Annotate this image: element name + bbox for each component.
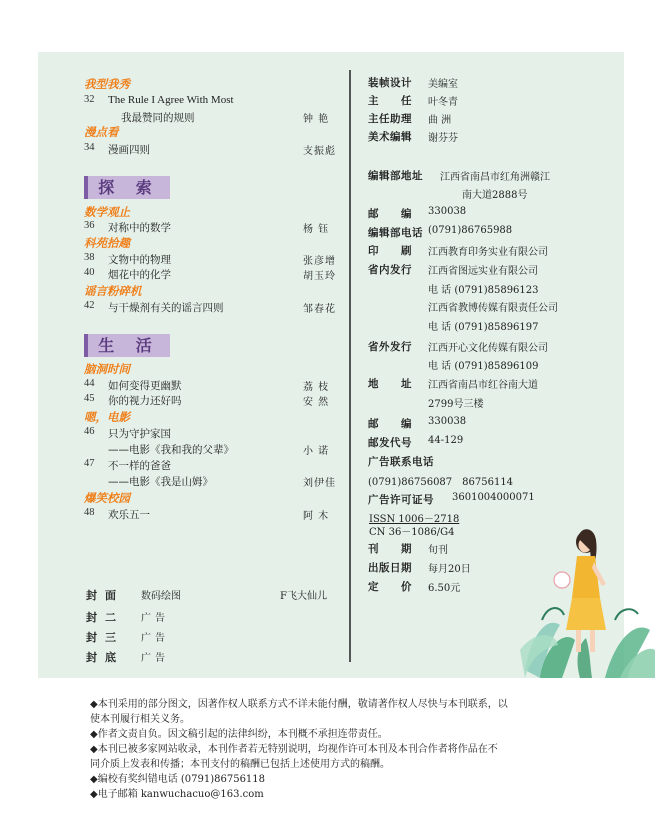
item-author: 荔 枝 <box>303 382 330 393</box>
notice-line: ◆作者文责自负。因文稿引起的法律纠纷，本刊概不承担连带责任。 <box>90 729 388 740</box>
item-title[interactable]: 漫画四则 <box>108 144 150 156</box>
assistant-label: 主任助理 <box>368 113 412 125</box>
item-author: 胡玉玲 <box>303 271 336 282</box>
distribution-value: 江西省图远实业有限公司 <box>428 266 538 277</box>
cover-value: 广告 <box>141 633 169 644</box>
cover-value: 数码绘图 <box>141 591 181 602</box>
art-label: 美术编辑 <box>368 131 412 143</box>
notice-line: ◆本刊采用的部分图文，因著作权人联系方式不详未能付酬，敬请著作权人尽快与本刊联系，以 <box>90 699 508 710</box>
item-number: 38 <box>84 252 95 263</box>
address-label: 编辑部地址 <box>368 170 423 182</box>
category-jidong: 脑洞时间 <box>84 362 130 376</box>
notice-line: 同介质上发表和传播；本刊支付的稿酬已包括上述使用方式的稿酬。 <box>90 759 390 770</box>
issn: ISSN 1006－2718 <box>369 514 460 525</box>
notice-line: 使本刊履行相关义务。 <box>90 714 190 725</box>
notice-line: ◆编校有奖纠错电话 (0791)86756118 <box>90 774 266 785</box>
assistant-value: 曲 洲 <box>428 115 452 126</box>
date-value: 每月20日 <box>428 564 471 575</box>
category-manhua: 漫点看 <box>84 125 119 139</box>
cover-value: 广告 <box>141 613 169 624</box>
item-title[interactable]: 我最赞同的规则 <box>121 112 195 124</box>
postcode2-label: 邮 编 <box>368 418 412 430</box>
design-label: 装帧设计 <box>368 77 412 89</box>
notice-line: ◆本刊已被多家网站收录，本刊作者若无特别说明，均视作许可本刊及本刊合作者将作品在不 <box>90 744 498 755</box>
distribution-phone: 电 话 (0791)85896123 <box>428 285 539 296</box>
item-number: 47 <box>84 458 95 469</box>
ad-contact-label: 广告联系电话 <box>368 456 434 468</box>
item-author: 杨 钰 <box>303 224 330 235</box>
cover-label: 封二 <box>86 611 124 624</box>
cn-number: CN 36－1086/G4 <box>369 527 455 538</box>
category-woxing: 我型我秀 <box>84 77 130 91</box>
section-header-explore: 探 索 <box>84 176 170 199</box>
price-value: 6.50元 <box>428 583 461 594</box>
item-number: 42 <box>84 300 95 311</box>
item-title[interactable]: 与干燥剂有关的谣言四则 <box>108 302 224 314</box>
item-number: 32 <box>84 94 95 105</box>
cover-value: 广告 <box>141 653 169 664</box>
item-author: 钟 艳 <box>303 114 330 125</box>
art-value: 谢芬芬 <box>428 133 458 144</box>
cover-label: 封面 <box>86 589 124 602</box>
item-number: 36 <box>84 220 95 231</box>
item-number: 44 <box>84 378 95 389</box>
distribution-label: 省内发行 <box>368 264 412 276</box>
item-number: 34 <box>84 142 95 153</box>
item-subtitle[interactable]: ——电影《我和我的父辈》 <box>108 444 234 456</box>
address2-value: 2799号三楼 <box>428 399 484 410</box>
category-shuxue: 数学观止 <box>84 205 130 219</box>
item-author: 邹春花 <box>303 304 336 315</box>
cover-label: 封底 <box>86 651 124 664</box>
item-title[interactable]: The Rule I Agree With Most <box>108 94 234 106</box>
section-header-life: 生 活 <box>84 334 170 357</box>
period-label: 刊 期 <box>368 543 412 555</box>
item-title[interactable]: 文物中的物理 <box>108 254 171 266</box>
girl-illustration <box>520 520 655 678</box>
item-author: 支振彪 <box>303 146 336 157</box>
period-value: 旬刊 <box>428 545 448 556</box>
price-label: 定 价 <box>368 581 412 593</box>
notice-email[interactable]: ◆电子邮箱 kanwuchacuo@163.com <box>90 789 264 800</box>
date-label: 出版日期 <box>368 562 412 574</box>
mailcode-label: 邮发代号 <box>368 437 412 449</box>
column-divider <box>349 70 351 662</box>
item-title[interactable]: 对称中的数学 <box>108 222 171 234</box>
print-value: 江西教育印务实业有限公司 <box>428 247 548 258</box>
item-title[interactable]: 只为守护家国 <box>108 428 171 440</box>
item-title[interactable]: 你的视力还好吗 <box>108 395 182 407</box>
license-label: 广告许可证号 <box>368 494 434 506</box>
item-number: 46 <box>84 426 95 437</box>
category-xiaoyuan: 爆笑校园 <box>84 491 130 505</box>
address-value: 江西省南昌市红角洲赣江 <box>440 172 550 183</box>
distribution-value: 江西省教博传媒有限责任公司 <box>428 303 558 314</box>
editor-value: 叶冬青 <box>428 97 458 108</box>
item-author: 安 然 <box>303 397 330 408</box>
item-author: 阿 木 <box>303 511 330 522</box>
design-value: 美编室 <box>428 79 458 90</box>
item-author: 刘伊佳 <box>303 478 336 489</box>
outside-distribution-phone: 电 话 (0791)85896109 <box>428 361 539 372</box>
license-value: 3601004000071 <box>452 492 535 503</box>
phone-label: 编辑部电话 <box>368 227 423 239</box>
mailcode-value: 44-129 <box>428 435 464 446</box>
item-author: 张彦增 <box>303 256 336 267</box>
address2-label: 地 址 <box>368 378 412 390</box>
category-kepu: 科苑拾趣 <box>84 236 130 250</box>
item-title[interactable]: 欢乐五一 <box>108 509 150 521</box>
item-number: 40 <box>84 267 95 278</box>
phone-value: (0791)86765988 <box>428 225 513 236</box>
cover-label: 封三 <box>86 631 124 644</box>
editor-label: 主 任 <box>368 95 412 107</box>
postcode-value: 330038 <box>428 206 467 217</box>
item-title[interactable]: 不一样的爸爸 <box>108 460 171 472</box>
item-title[interactable]: 烟花中的化学 <box>108 269 171 281</box>
address2-value: 江西省南昌市红谷南大道 <box>428 380 538 391</box>
ad-contact-value: (0791)86756087 86756114 <box>368 477 514 488</box>
item-subtitle[interactable]: ——电影《我是山姆》 <box>108 476 213 488</box>
distribution-phone: 电 话 (0791)85896197 <box>428 322 539 333</box>
postcode-label: 邮 编 <box>368 208 412 220</box>
postcode2-value: 330038 <box>428 416 467 427</box>
print-label: 印 刷 <box>368 245 412 257</box>
address-value: 南大道2888号 <box>462 190 528 201</box>
outside-distribution-value: 江西开心文化传媒有限公司 <box>428 343 548 354</box>
item-number: 48 <box>84 507 95 518</box>
item-title[interactable]: 如何变得更幽默 <box>108 380 182 392</box>
item-number: 45 <box>84 393 95 404</box>
category-yaoyan: 谣言粉碎机 <box>84 284 142 298</box>
outside-distribution-label: 省外发行 <box>368 341 412 353</box>
cover-credit: F飞大仙儿 <box>280 591 327 602</box>
category-dianying: 嗯，电影 <box>84 410 130 424</box>
item-author: 小 诺 <box>303 446 330 457</box>
